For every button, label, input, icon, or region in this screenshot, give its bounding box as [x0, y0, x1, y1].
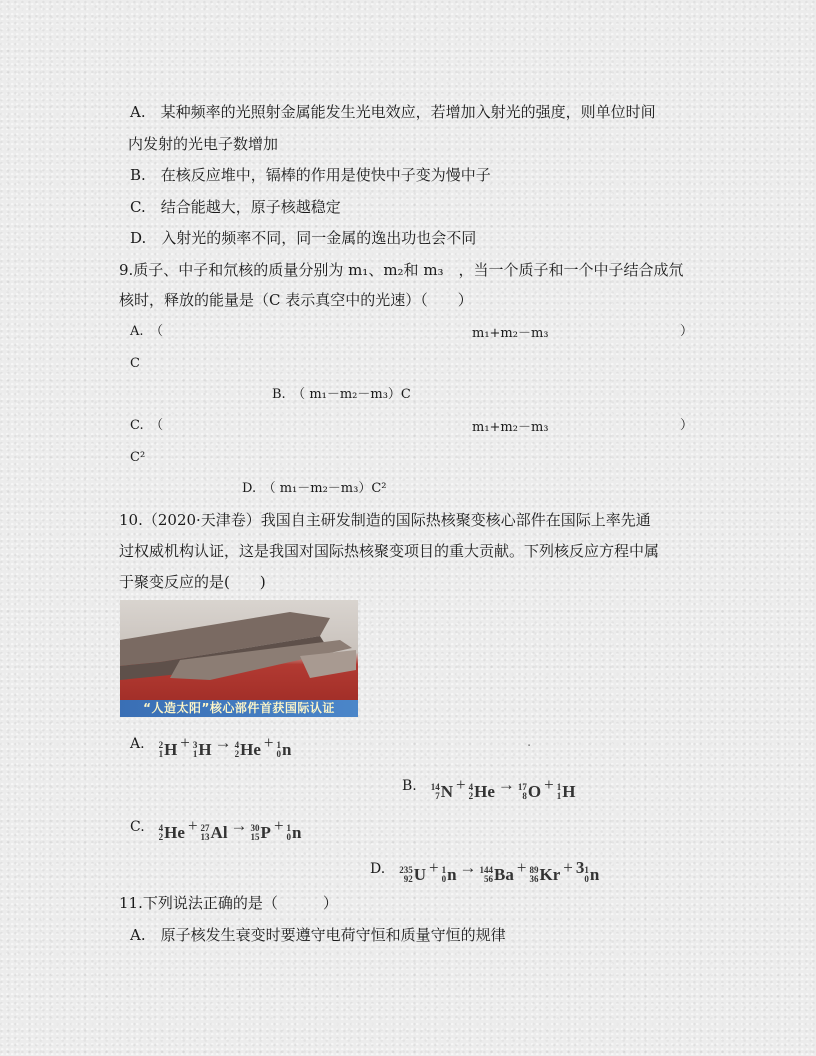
q9-option-a-expr: m₁+m₂－m₃	[472, 326, 549, 341]
option-8a: A. 某种频率的光照射金属能发生光电效应，若增加入射光的强度，则单位时间	[130, 103, 656, 121]
equation-label: A.	[130, 736, 145, 752]
nuclide: 4 2 He	[158, 823, 185, 842]
nuclide: 2 1 H	[158, 740, 178, 759]
coefficient: 3	[575, 858, 585, 877]
nuclide: 30 15 P	[250, 823, 271, 842]
stray-dot: .	[527, 735, 532, 750]
equation-option-c	[130, 816, 302, 843]
q9-option-a-label: A. （	[130, 324, 164, 339]
q11-option-a: A. 原子核发生衰变时要遵守电荷守恒和质量守恒的规律	[130, 926, 506, 944]
equation-option-b	[402, 775, 575, 802]
nuclide: 14 7 N	[430, 782, 454, 801]
plus-sign: +	[563, 858, 573, 877]
nuclide: 144 56 Ba	[479, 865, 514, 884]
plus-sign: +	[180, 733, 190, 752]
nuclide: 235 92 U	[399, 865, 426, 884]
nuclide: 1 0 n	[441, 865, 457, 884]
nuclide: 89 36 Kr	[529, 865, 561, 884]
option-8c: C. 结合能越大，原子核越稳定	[130, 198, 341, 216]
plus-sign: +	[516, 858, 527, 877]
question-10: 10.（2020·天津卷）我国自主研发制造的国际热核聚变核心部件在国际上率先通	[119, 511, 651, 529]
nuclide: 17 8 O	[517, 782, 542, 801]
reaction-arrow: →	[497, 775, 515, 794]
nuclide: 1 0 n	[286, 823, 302, 842]
nuclide: 4 2 He	[234, 740, 261, 759]
equation-option-d	[370, 858, 599, 885]
equation-label: D.	[370, 861, 386, 877]
q9-option-a-tail: C	[130, 356, 140, 371]
photo-caption: “人造太阳”核心部件首获国际认证	[120, 700, 358, 717]
q9-option-c-close: ）	[680, 418, 694, 433]
nuclide: 1 1 H	[556, 782, 576, 801]
nuclide: 4 2 He	[468, 782, 495, 801]
reaction-arrow: →	[230, 816, 248, 835]
question-10-cont2: 于聚变反应的是( )	[119, 573, 266, 591]
option-8a-cont: 内发射的光电子数增加	[128, 135, 279, 153]
option-8d: D. 入射光的频率不同，同一金属的逸出功也会不同	[130, 229, 477, 247]
option-8b: B. 在核反应堆中，镉棒的作用是使快中子变为慢中子	[130, 166, 491, 184]
equation-option-a	[130, 733, 291, 760]
question-9: 9.质子、中子和氘核的质量分别为 m₁、m₂和 m₃ ，当一个质子和一个中子结合成氘	[119, 261, 684, 279]
nuclide: 27 13 Al	[200, 823, 228, 842]
q9-option-c-label: C. （	[130, 418, 164, 433]
nuclide: 3 1 H	[192, 740, 212, 759]
plus-sign: +	[273, 816, 284, 835]
plus-sign: +	[456, 775, 466, 794]
equation-label: B.	[402, 778, 417, 794]
q9-option-c-tail: C²	[130, 450, 146, 465]
plus-sign: +	[263, 733, 274, 752]
q9-option-a-close: ）	[680, 324, 694, 339]
news-photo	[120, 600, 358, 717]
q9-option-b: B. （ m₁－m₂－m₃）C	[272, 387, 411, 402]
nuclide: 1 0 n	[584, 865, 600, 884]
q9-option-d: D. （ m₁－m₂－m₃）C²	[242, 481, 387, 496]
question-10-cont: 过权威机构认证，这是我国对国际热核聚变项目的重大贡献。下列核反应方程中属	[119, 542, 660, 560]
q9-option-c-expr: m₁+m₂－m₃	[472, 420, 549, 435]
question-11: 11.下列说法正确的是（ ）	[119, 894, 338, 912]
plus-sign: +	[544, 775, 554, 794]
reaction-arrow: →	[459, 858, 477, 877]
reaction-arrow: →	[214, 733, 232, 752]
nuclide: 1 0 n	[276, 740, 292, 759]
equation-label: C.	[130, 819, 145, 835]
plus-sign: +	[187, 816, 198, 835]
question-9-cont: 核时，释放的能量是（C 表示真空中的光速）（ ）	[119, 291, 473, 309]
plus-sign: +	[428, 858, 439, 877]
